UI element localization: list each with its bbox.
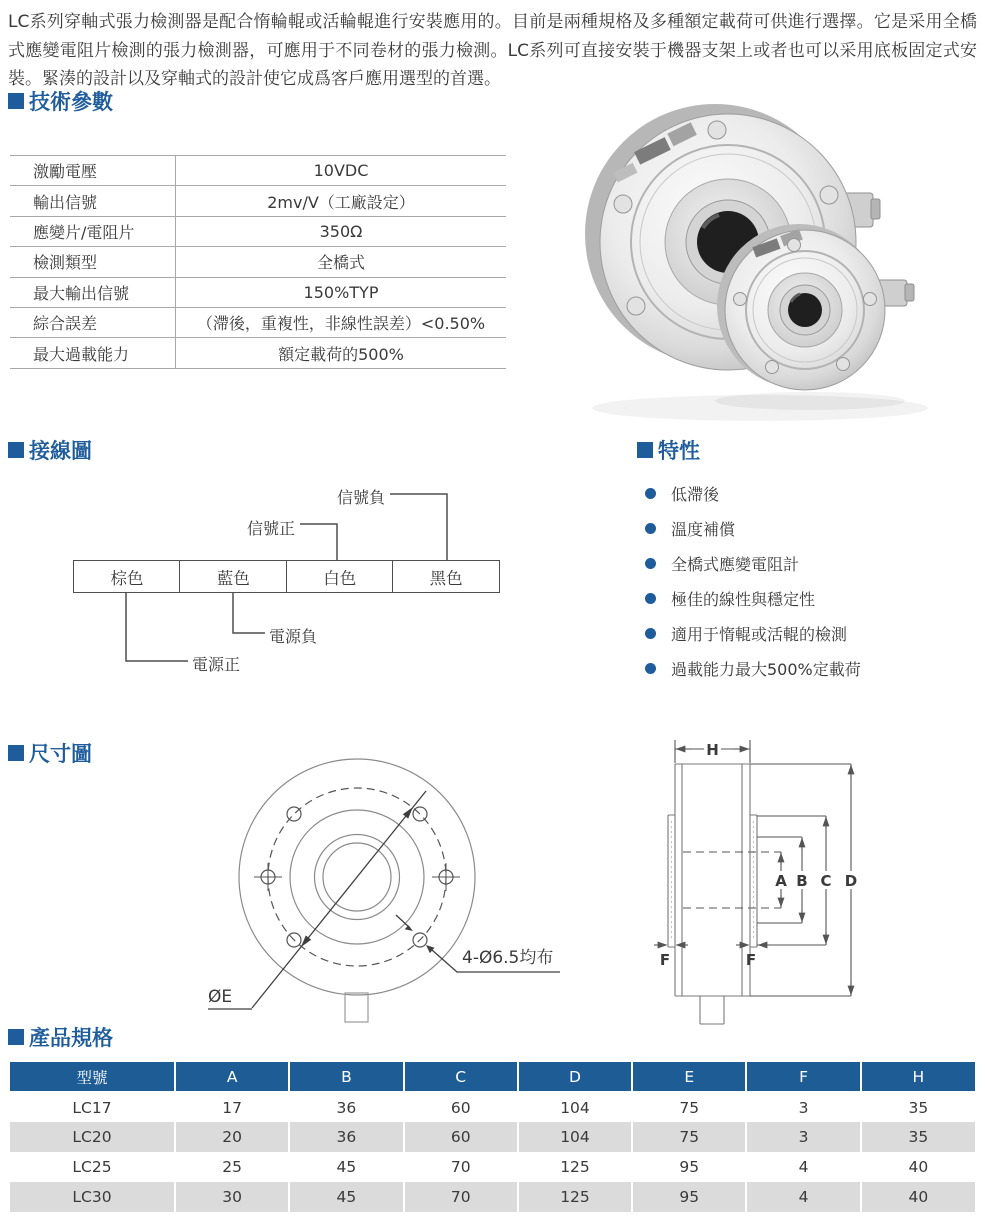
feature-text: 全橋式應變電阻計 (671, 555, 800, 574)
spec-cell: 104 (518, 1092, 632, 1122)
param-value: 2mv/V（工廠設定） (267, 192, 415, 212)
wiring-diagram (60, 480, 560, 685)
spec-cell: 104 (518, 1122, 632, 1152)
param-value: （滯後，重複性，非線性誤差）<0.50% (196, 314, 486, 334)
spec-cell: 17 (175, 1092, 289, 1122)
spec-row (10, 1092, 975, 1122)
section-marker-icon (8, 1029, 24, 1045)
section-header-specs (8, 1022, 113, 1052)
param-value: 350Ω (319, 221, 363, 241)
intro-paragraph: LC系列穿軸式張力檢測器是配合惰輪輥或活輪輥進行安裝應用的。目前是兩種規格及多種額定載荷可供進行選擇。它是采用全橋式應變電阻片檢測的張力檢測器，可應用于不同卷材的張力檢測。LC系列可直接安裝于機器支架上或者也可以采用底板固定式安裝。緊湊的設計以及穿軸式的設計使它成爲客戶應用選型的首選。 (8, 12, 977, 89)
wire-color-row (73, 560, 500, 593)
spec-cell: 35 (908, 1128, 929, 1146)
tech-param-row (10, 186, 506, 216)
param-name: 激勵電壓 (10, 156, 176, 185)
dim-label-c: C (820, 872, 832, 890)
dim-label-f-right: F (745, 951, 757, 969)
tech-param-row (10, 278, 506, 308)
dim-label-f-left: F (659, 951, 671, 969)
wire-label-power-positive: 電源正 (192, 655, 241, 674)
wire-color-box: 棕色 (73, 560, 181, 593)
dim-label-b: B (796, 872, 808, 890)
sensor-photo-illustration (565, 95, 985, 425)
param-value: 額定載荷的500% (278, 344, 404, 364)
feature-text: 低滯後 (671, 485, 720, 504)
wire-label-power-negative: 電源負 (269, 627, 318, 646)
param-name: 最大輸出信號 (10, 278, 176, 307)
param-name: 應變片/電阻片 (10, 217, 176, 246)
spec-cell: 4 (746, 1152, 860, 1182)
spec-cell: 40 (908, 1158, 929, 1176)
spec-cell: 125 (518, 1152, 632, 1182)
section-title: 產品規格 (29, 1026, 113, 1050)
spec-cell: 3 (746, 1092, 860, 1122)
tech-param-row (10, 156, 506, 186)
tech-param-row (10, 308, 506, 338)
section-marker-icon (8, 745, 24, 761)
spec-cell: 45 (289, 1152, 403, 1182)
param-name: 輸出信號 (10, 186, 176, 215)
section-header-tech-params (8, 86, 113, 116)
features-list (645, 476, 975, 686)
wire-color-box: 藍色 (179, 560, 287, 593)
param-value: 10VDC (313, 161, 369, 181)
bullet-icon (645, 488, 656, 499)
product-photo (565, 95, 985, 425)
dim-label-d: D (844, 872, 858, 890)
feature-text: 過載能力最大500%定載荷 (671, 660, 861, 679)
spec-col-header: 型號 (10, 1062, 175, 1092)
section-marker-icon (8, 93, 24, 109)
bolt-holes-label: 4-Ø6.5均布 (462, 948, 554, 968)
spec-cell: 36 (289, 1122, 403, 1152)
front-view-drawing (180, 745, 600, 1045)
spec-col-header: B (289, 1062, 403, 1092)
spec-cell: 95 (632, 1182, 746, 1212)
spec-cell: 25 (175, 1152, 289, 1182)
section-marker-icon (8, 442, 24, 458)
spec-cell: 30 (175, 1182, 289, 1212)
bullet-icon (645, 663, 656, 674)
wire-label-signal-negative: 信號負 (337, 488, 386, 507)
spec-col-header: C (404, 1062, 518, 1092)
spec-row (10, 1182, 975, 1212)
spec-col-header: A (175, 1062, 289, 1092)
spec-col-header: D (518, 1062, 632, 1092)
bullet-icon (645, 523, 656, 534)
param-name: 檢測類型 (10, 247, 176, 276)
feature-item (645, 581, 975, 616)
spec-cell: 125 (518, 1182, 632, 1212)
section-title: 特性 (658, 439, 700, 463)
param-name: 綜合誤差 (10, 308, 176, 337)
wire-color-box: 白色 (286, 560, 394, 593)
spec-cell: 95 (632, 1152, 746, 1182)
spec-table-body (10, 1092, 975, 1212)
spec-cell: LC30 (10, 1182, 175, 1212)
spec-cell: 70 (404, 1182, 518, 1212)
feature-text: 適用于惰輥或活輥的檢測 (671, 625, 848, 644)
section-title: 尺寸圖 (29, 742, 92, 766)
section-header-wiring (8, 435, 92, 465)
spec-row (10, 1122, 975, 1152)
feature-item (645, 476, 975, 511)
bullet-icon (645, 593, 656, 604)
spec-cell: 36 (289, 1092, 403, 1122)
feature-item (645, 546, 975, 581)
wire-color-box: 黑色 (392, 560, 500, 593)
bullet-icon (645, 628, 656, 639)
spec-cell: 3 (746, 1122, 860, 1152)
feature-text: 溫度補償 (671, 520, 736, 539)
param-name: 最大過載能力 (10, 338, 176, 367)
param-value: 150%TYP (303, 282, 379, 302)
spec-table (10, 1062, 975, 1212)
tech-param-row (10, 338, 506, 368)
feature-text: 極佳的線性與穩定性 (671, 590, 816, 609)
spec-col-header: H (861, 1062, 975, 1092)
spec-cell: 4 (746, 1182, 860, 1212)
tech-params-table (10, 155, 506, 369)
spec-cell: 45 (289, 1182, 403, 1212)
dim-label-a: A (775, 872, 787, 890)
spec-cell: LC20 (10, 1122, 175, 1152)
spec-cell: 35 (908, 1098, 929, 1117)
param-value: 全橋式 (316, 253, 365, 273)
section-header-features (637, 435, 700, 465)
bore-diameter-label: ØE (208, 987, 233, 1007)
spec-cell: 20 (175, 1122, 289, 1152)
spec-col-header: E (632, 1062, 746, 1092)
dim-label-h: H (706, 741, 719, 759)
section-marker-icon (637, 442, 653, 458)
feature-item (645, 651, 975, 686)
spec-cell: 40 (908, 1188, 929, 1206)
spec-cell: 60 (404, 1122, 518, 1152)
spec-cell: LC25 (10, 1152, 175, 1182)
spec-cell: 70 (404, 1152, 518, 1182)
wire-label-signal-positive: 信號正 (247, 519, 296, 538)
spec-cell: 75 (632, 1092, 746, 1122)
section-title: 技術參數 (29, 90, 113, 114)
spec-col-header: F (746, 1062, 860, 1092)
feature-item (645, 511, 975, 546)
spec-cell: 75 (632, 1122, 746, 1152)
spec-row (10, 1152, 975, 1182)
spec-header-row (10, 1062, 975, 1092)
bullet-icon (645, 558, 656, 569)
tech-param-row (10, 217, 506, 247)
spec-cell: LC17 (10, 1092, 175, 1122)
side-view-diagram (640, 735, 985, 1035)
tech-param-row (10, 247, 506, 277)
section-header-dimensions (8, 738, 92, 768)
feature-item (645, 616, 975, 651)
front-view-diagram (180, 745, 600, 1045)
spec-cell: 60 (404, 1092, 518, 1122)
section-title: 接線圖 (29, 439, 92, 463)
side-view-drawing (640, 735, 985, 1035)
